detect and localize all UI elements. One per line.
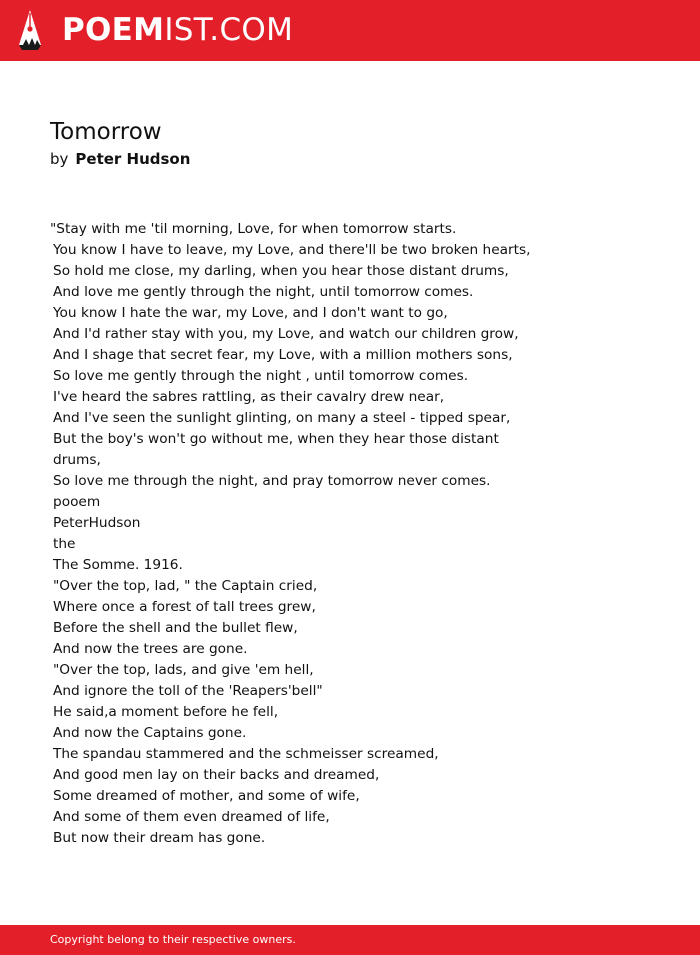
poem-line: "Over the top, lad, " the Captain cried, <box>53 578 318 594</box>
poem-line: And I've seen the sunlight glinting, on many a steel - tipped spear, <box>53 410 511 426</box>
poem-line: The spandau stammered and the schmeisser screamed, <box>53 746 439 762</box>
byline <box>50 149 190 169</box>
poem-line: And ignore the toll of the 'Reapers'bell" <box>53 683 323 699</box>
poem-line: PeterHudson <box>53 515 141 531</box>
poem-line: The Somme. 1916. <box>53 557 183 573</box>
by-label: by <box>50 150 69 168</box>
poem-line: drums, <box>53 452 101 468</box>
poem-line: So hold me close, my darling, when you hear those distant drums, <box>53 263 509 279</box>
poem-line: And now the trees are gone. <box>53 641 248 657</box>
logo-text-bold: POEM <box>62 12 165 48</box>
poem-line: So love me through the night, and pray tomorrow never comes. <box>53 473 491 489</box>
poem-line: the <box>53 536 76 552</box>
poem-line: But the boy's won't go without me, when they hear those distant <box>53 431 499 447</box>
poem-line: "Over the top, lads, and give 'em hell, <box>53 662 314 678</box>
poem-line: And now the Captains gone. <box>53 725 247 741</box>
pen-nib-icon[interactable] <box>18 9 42 51</box>
logo-text-light: IST.COM <box>164 12 294 48</box>
poem-line: And I'd rather stay with you, my Love, and watch our children grow, <box>53 326 519 342</box>
poem-line: You know I hate the war, my Love, and I don't want to go, <box>53 305 448 321</box>
poem-line: And I shage that secret fear, my Love, with a million mothers sons, <box>53 347 513 363</box>
poem-line: And love me gently through the night, until tomorrow comes. <box>53 284 474 300</box>
site-footer <box>0 925 700 955</box>
copyright-notice: Copyright belong to their respective owners. <box>50 933 296 946</box>
poem-body <box>50 219 550 849</box>
poem-line: But now their dream has gone. <box>53 830 266 846</box>
poem-line: I've heard the sabres rattling, as their cavalry drew near, <box>53 389 445 405</box>
site-logo[interactable] <box>62 12 293 48</box>
poem-line: He said,a moment before he fell, <box>53 704 279 720</box>
poem-line: And good men lay on their backs and dreamed, <box>53 767 380 783</box>
poem-title: Tomorrow <box>50 119 162 145</box>
poem-line: And some of them even dreamed of life, <box>53 809 330 825</box>
site-header <box>0 0 700 61</box>
poem-line: Before the shell and the bullet flew, <box>53 620 298 636</box>
poem-line: So love me gently through the night , until tomorrow comes. <box>53 368 469 384</box>
poem-line: Some dreamed of mother, and some of wife, <box>53 788 360 804</box>
poem-line: Where once a forest of tall trees grew, <box>53 599 316 615</box>
poem-line: pooem <box>53 494 101 510</box>
poem-line: You know I have to leave, my Love, and there'll be two broken hearts, <box>53 242 531 258</box>
poem-line: "Stay with me 'til morning, Love, for when tomorrow starts. <box>50 221 457 237</box>
author-name[interactable]: Peter Hudson <box>75 150 191 168</box>
